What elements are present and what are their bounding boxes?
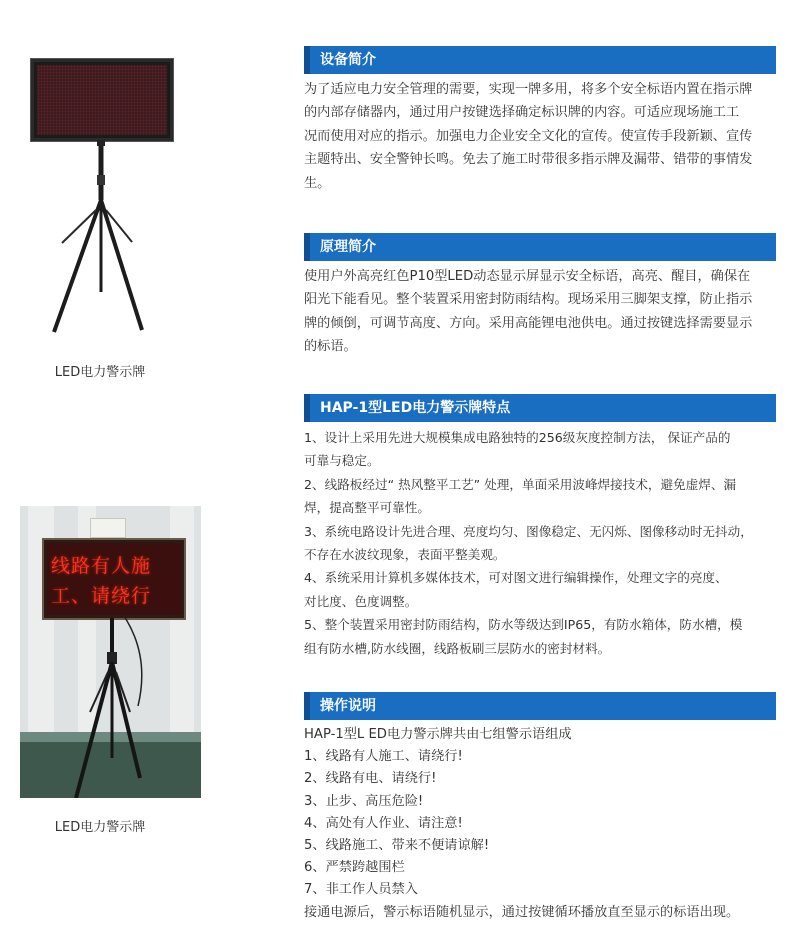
- section-principle: [304, 233, 776, 359]
- section-body: [304, 426, 776, 660]
- list-item: 5、线路施工、带来不便请谅解!: [304, 838, 490, 854]
- list-item: 3、止步、高压危险!: [304, 793, 424, 809]
- text-line: 使用户外高亮红色P10型LED动态显示屏显示安全标语，高亮、醒目，确保在: [304, 269, 751, 284]
- text-line: 阳光下能看见。整个装置采用密封防雨结构。现场采用三脚架支撑，防止指示: [304, 292, 753, 308]
- list-item: 4、高处有人作业、请注意!: [304, 815, 463, 831]
- list-item: 6、严禁跨越围栏: [304, 860, 405, 876]
- text-line: 4、系统采用计算机多媒体技术，可对图文进行编辑操作，处理文字的亮度、: [304, 570, 728, 586]
- text-line: 3、系统电路设计先进合理、亮度均匀、图像稳定、无闪烁、图像移动时无抖动，: [304, 523, 753, 539]
- section-header: [304, 692, 776, 720]
- led-message-line-2: 工、请绕行: [51, 585, 152, 607]
- section-header: [304, 394, 776, 422]
- text-line: HAP-1型L ED电力警示牌共由七组警示语组成: [304, 727, 572, 742]
- text-line: 组有防水槽,防水线圈，线路板刷三层防水的密封材料。: [304, 640, 611, 656]
- list-item: 2、线路有电、请绕行!: [304, 771, 437, 787]
- text-line: 2、线路板经过“ 热风整平工艺” 处理，单面采用波峰焊接技术，避免虚焊、漏: [304, 476, 737, 492]
- led-message-line-1: 线路有人施: [51, 555, 152, 577]
- section-title: 原理简介: [320, 239, 376, 255]
- section-device-intro: [304, 46, 776, 195]
- section-features: [304, 394, 776, 660]
- figure-caption-2: LED电力警示牌: [54, 820, 146, 835]
- list-item: 7、非工作人员禁入: [304, 882, 418, 898]
- text-line: 牌的倾倒，可调节高度、方向。采用高能锂电池供电。通过按键选择需要显示: [304, 315, 753, 331]
- text-line: 的内部存储器内，通过用户按键选择确定标识牌的内容。可适应现场施工工: [304, 105, 740, 121]
- tripod-stand: [0, 0, 200, 345]
- section-body: [304, 265, 776, 359]
- text-line: 5、整个装置采用密封防雨结构，防水等级达到IP65，有防水箱体，防水槽，模: [304, 617, 743, 633]
- section-title: 操作说明: [320, 698, 376, 714]
- text-line: 主题特出、安全警钟长鸣。免去了施工时带很多指示牌及漏带、错带的事情发: [304, 152, 753, 168]
- list-item: 1、线路有人施工、请绕行!: [304, 749, 463, 765]
- section-operation: [304, 692, 776, 924]
- section-header: [304, 46, 776, 74]
- text-line: 1、设计上采用先进大规模集成电路独特的256级灰度控制方法， 保证产品的: [304, 430, 731, 445]
- product-image-1: [0, 0, 200, 345]
- figure-caption-1: LED电力警示牌: [54, 365, 146, 380]
- text-line: 焊，提高整平可靠性。: [304, 500, 430, 516]
- text-line: 生。: [304, 175, 331, 191]
- image-column: [0, 0, 300, 949]
- section-header: [304, 233, 776, 261]
- section-body: [304, 724, 776, 924]
- text-line: 为了适应电力安全管理的需要，实现一牌多用，将多个安全标语内置在指示牌: [304, 82, 753, 97]
- text-line: 可靠与稳定。: [304, 453, 380, 469]
- text-line: 接通电源后，警示标语随机显示，通过按键循环播放直至显示的标语出现。: [304, 904, 740, 920]
- text-line: 不存在水波纹现象，表面平整美观。: [304, 547, 506, 563]
- section-body: [304, 78, 776, 195]
- product-photo-2: [20, 506, 201, 798]
- section-title: HAP-1型LED电力警示牌特点: [320, 400, 511, 416]
- text-line: 的标语。: [304, 339, 357, 355]
- text-line: 况而使用对应的指示。加强电力企业安全文化的宣传。使宣传手段新颖、宣传: [304, 128, 753, 144]
- text-line: 对比度、色度调整。: [304, 593, 418, 609]
- section-title: 设备简介: [320, 52, 376, 68]
- tripod-stand-2: [20, 506, 201, 798]
